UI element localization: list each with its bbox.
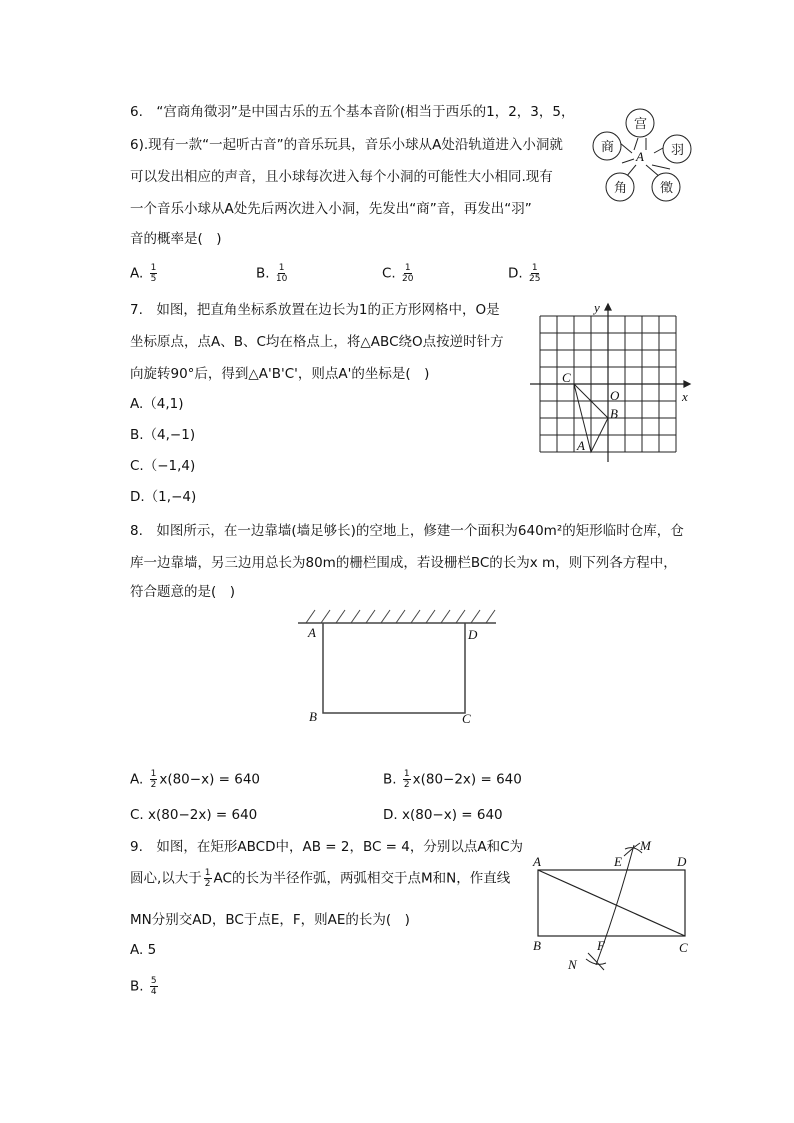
wall-hatch [456,610,465,623]
point-b-label: B [610,406,618,421]
point-e-label: E [614,854,622,869]
q8-warehouse-figure [298,605,498,730]
point-b-label: B [533,938,541,953]
fraction: $\frac{1}{2}$ [204,868,211,889]
q6-line: 6. “宫商角徵羽”是中国古乐的五个基本音阶(相当于西乐的1，2，3，5， [130,104,575,120]
option-label: C. [130,807,144,823]
option-label: A. [130,265,144,282]
equation: x(80−2x) = 640 [412,771,522,788]
option-label: B. [256,265,270,282]
q7-line: 7. 如图，把直角坐标系放置在边长为1的正方形网格中，O是 [130,302,500,318]
wall-hatch [366,610,375,623]
q7-option-a[interactable]: A.（4,1) [130,396,184,412]
point-c-label: C [679,940,688,955]
wall-hatch [381,610,390,623]
q6-music-toy-figure [590,105,700,205]
q7-option-c[interactable]: C.（−1,4) [130,458,196,474]
wall-hatch [351,610,360,623]
option-label: D. [508,265,523,282]
hole-zhi: 徵 [660,181,674,196]
point-n-label: N [568,957,577,972]
wall-hatch [471,610,480,623]
q9-option-b[interactable] [130,976,160,997]
wall-hatch [426,610,435,623]
wall-hatch [396,610,405,623]
wall-hatch [486,610,495,623]
option-label: A. [130,771,144,788]
point-a-label: A [533,854,541,869]
q8-line: 8. 如图所示，在一边靠墙(墙足够长)的空地上，修建一个面积为640m²的矩形临时仓库，仓 [130,523,684,539]
fraction: $\frac{1}{20}$ [402,263,414,284]
wall-hatch [306,610,315,623]
q8-option-d[interactable] [383,806,503,824]
point-c-label: C [562,370,571,385]
fraction: $\frac{5}{4}$ [150,976,157,997]
q9-option-a[interactable] [130,941,156,959]
q6-line: 音的概率是( ) [130,231,222,247]
q9-line: 9. 如图，在矩形ABCD中，AB = 2，BC = 4，分别以点A和C为 [130,839,524,855]
q6-option-a[interactable] [130,263,159,284]
fraction: $\frac{1}{25}$ [528,263,541,284]
fraction: $\frac{1}{2}$ [150,769,157,790]
q7-option-d[interactable]: D.（1,−4) [130,489,197,505]
point-d-label: D [468,627,478,642]
point-b-label: B [309,709,317,724]
q6-option-d[interactable] [508,263,542,284]
point-a-label: A [577,438,585,453]
wall-hatch [441,610,450,623]
q9-rectangle-figure [530,835,700,975]
answer: 5 [147,942,157,958]
x-axis-label: x [682,389,688,404]
q9-line: 圆心,以大于 $\frac{1}{2}$ AC的长为半径作弧，两弧相交于点M和N，作直线 [130,868,511,889]
q9-line: MN分别交AD，BC于点E，F，则AE的长为( ) [130,912,410,928]
q7-option-b[interactable]: B.（4,−1) [130,427,196,443]
equation: x(80−2x) = 640 [148,807,258,823]
hole-shang: 商 [601,140,615,155]
q6-line: 一个音乐小球从A处先后两次进入小洞，先发出“商”音，再发出“羽” [130,201,532,217]
wall-hatch [321,610,330,623]
option-label: B. [130,978,144,995]
y-axis-label: y [594,300,600,315]
q8-option-b[interactable] [383,769,522,790]
option-label: C. [382,265,396,282]
fraction: $\frac{1}{5}$ [150,263,157,284]
option-label: D. [383,807,398,823]
origin-label: O [610,388,620,403]
option-label: A. [130,942,144,958]
option-label: B. [383,771,397,788]
point-a-label: A [636,149,644,164]
hole-gong: 宫 [634,117,648,132]
wall-hatch [336,610,345,623]
point-m-label: M [640,838,651,853]
equation: x(80−x) = 640 [159,771,260,788]
fraction: $\frac{1}{2}$ [403,769,410,790]
fraction: $\frac{1}{10}$ [275,263,288,284]
point-d-label: D [677,854,687,869]
q7-line: 向旋转90°后，得到△A'B'C'，则点A'的坐标是( ) [130,366,430,382]
q6-option-b[interactable] [256,263,289,284]
q6-line: 可以发出相应的声音，且小球每次进入每个小洞的可能性大小相同.现有 [130,169,553,185]
point-a-label: A [308,625,316,640]
q7-coordinate-grid [540,302,690,462]
q8-line: 符合题意的是( ) [130,584,236,600]
hole-jue: 角 [614,181,628,196]
hole-yu: 羽 [671,143,685,158]
q6-line: 6).现有一款“一起听古音”的音乐玩具，音乐小球从A处沿轨道进入小洞就 [130,137,563,153]
q6-option-c[interactable] [382,263,415,284]
point-c-label: C [462,711,471,726]
q8-option-a[interactable] [130,769,260,790]
q8-line: 库一边靠墙，另三边用总长为80m的栅栏围成，若设栅栏BC的长为x m，则下列各方程中， [130,555,677,571]
q7-line: 坐标原点，点A、B、C均在格点上，将△ABC绕O点按逆时针方 [130,334,504,350]
q8-option-c[interactable] [130,806,257,824]
equation: x(80−x) = 640 [401,807,503,823]
point-f-label: F [597,938,605,953]
wall-hatch [411,610,420,623]
